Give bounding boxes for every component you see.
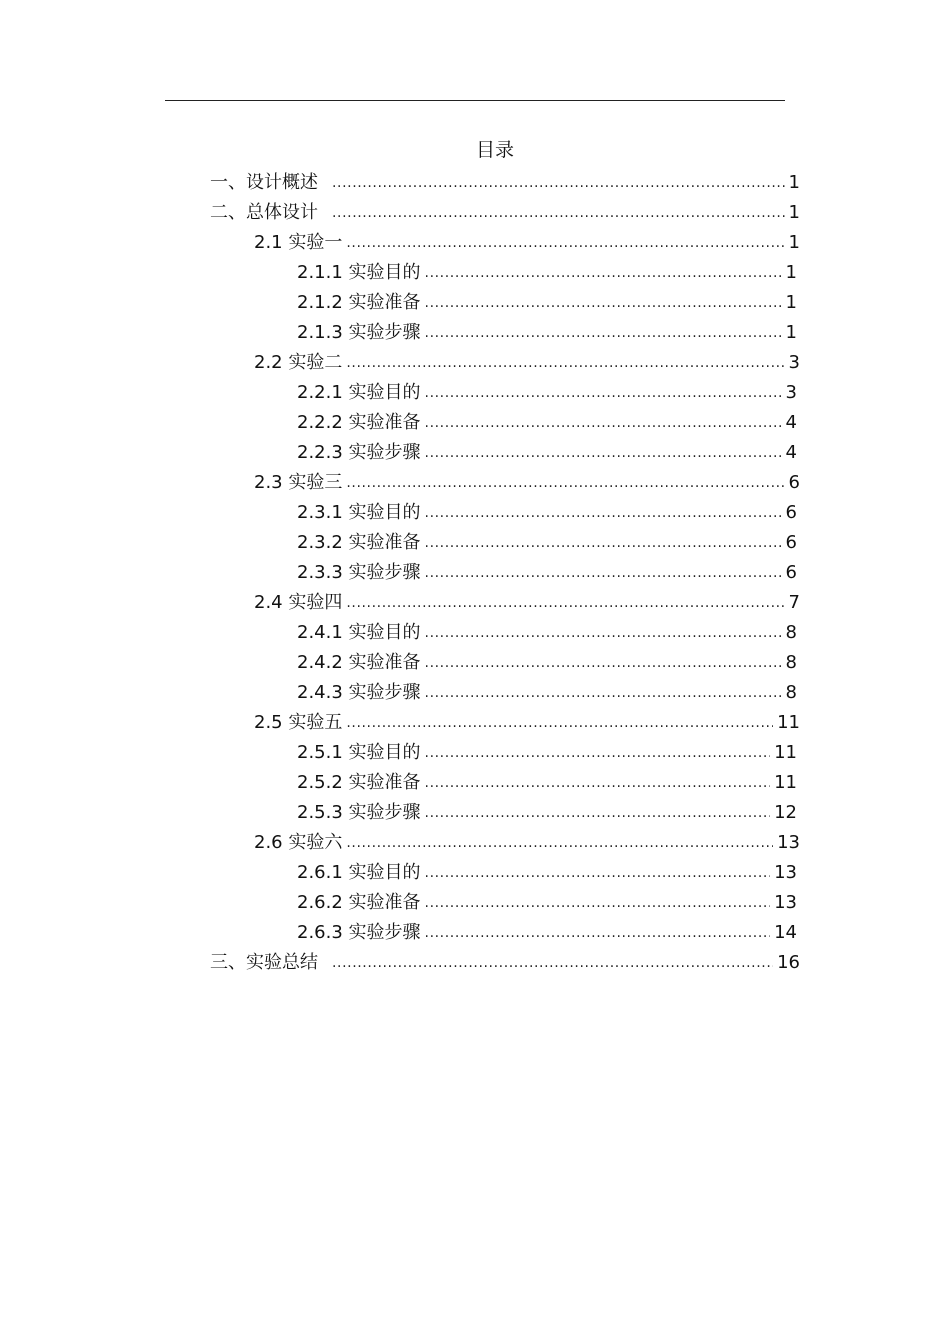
toc-entry[interactable] [297,885,797,915]
toc-dot-leader [425,413,782,433]
toc-entry-page-number: 11 [774,742,797,763]
toc-entry-page-number: 7 [788,592,800,613]
toc-entry-page-number: 1 [785,292,797,313]
toc-entry-page-number: 1 [785,262,797,283]
toc-entry-label: 2.3.3 实验步骤 [297,562,421,583]
toc-title: 目录 [475,139,514,161]
toc-entry[interactable] [254,705,800,735]
toc-entry-page-number: 13 [774,862,797,883]
toc-entry-label: 二、总体设计 [210,202,318,223]
toc-entry-page-number: 3 [785,382,797,403]
toc-dot-leader [425,383,782,403]
toc-entry[interactable] [254,825,800,855]
toc-dot-leader [425,263,782,283]
toc-dot-leader [425,503,782,523]
toc-entry[interactable] [297,855,797,885]
toc-entry-page-number: 13 [774,892,797,913]
toc-entry[interactable] [254,345,800,375]
toc-entry-label: 2.1 实验一 [254,232,343,253]
toc-dot-leader [425,893,771,913]
toc-entry[interactable] [297,405,797,435]
toc-entry[interactable] [254,225,800,255]
toc-entry-page-number: 4 [785,442,797,463]
toc-dot-leader [425,293,782,313]
toc-dot-leader [346,353,784,373]
toc-entry-label: 2.1.1 实验目的 [297,262,421,283]
toc-entry-page-number: 6 [788,472,800,493]
toc-dot-leader [425,323,782,343]
toc-entry[interactable] [297,765,797,795]
toc-entry-page-number: 4 [785,412,797,433]
toc-entry-page-number: 3 [788,352,800,373]
header-rule [165,100,785,101]
toc-entry-page-number: 8 [785,622,797,643]
toc-entry-label: 2.3.2 实验准备 [297,532,421,553]
toc-dot-leader [425,773,771,793]
toc-entry-page-number: 13 [777,832,800,853]
toc-entry[interactable] [297,675,797,705]
toc-entry[interactable] [297,495,797,525]
toc-entry-label: 2.4.1 实验目的 [297,622,421,643]
toc-entry[interactable] [297,795,797,825]
toc-entry-label: 2.4 实验四 [254,592,343,613]
toc-dot-leader [425,803,771,823]
toc-entry-label: 2.6.1 实验目的 [297,862,421,883]
toc-entry-page-number: 1 [788,202,800,223]
toc-dot-leader [332,203,785,223]
toc-entry-page-number: 11 [774,772,797,793]
toc-dot-leader [346,233,784,253]
toc-entry[interactable] [297,285,797,315]
toc-entry-label: 2.5.1 实验目的 [297,742,421,763]
toc-entry[interactable] [297,525,797,555]
toc-entry[interactable] [210,945,800,975]
toc-dot-leader [425,683,782,703]
toc-dot-leader [332,173,785,193]
toc-dot-leader [346,833,773,853]
toc-entry-page-number: 8 [785,682,797,703]
toc-dot-leader [425,863,771,883]
toc-entry[interactable] [297,645,797,675]
toc-dot-leader [425,653,782,673]
toc-entry-page-number: 11 [777,712,800,733]
toc-entry-page-number: 16 [777,952,800,973]
toc-entry[interactable] [210,165,800,195]
toc-entry-page-number: 12 [774,802,797,823]
toc-entry-page-number: 8 [785,652,797,673]
toc-entry-label: 2.3 实验三 [254,472,343,493]
toc-entry[interactable] [297,735,797,765]
toc-dot-leader [425,443,782,463]
toc-entry[interactable] [254,465,800,495]
toc-entry[interactable] [254,585,800,615]
toc-entry-label: 2.5 实验五 [254,712,343,733]
toc-entry-label: 2.5.2 实验准备 [297,772,421,793]
toc-dot-leader [332,953,773,973]
toc-entry-label: 2.6 实验六 [254,832,343,853]
toc-dot-leader [346,713,773,733]
toc-entry-label: 2.1.2 实验准备 [297,292,421,313]
toc-entry-label: 2.2.1 实验目的 [297,382,421,403]
toc-entry[interactable] [297,375,797,405]
toc-entry[interactable] [297,315,797,345]
toc-entry-label: 2.2 实验二 [254,352,343,373]
toc-entry[interactable] [297,615,797,645]
toc-dot-leader [346,593,784,613]
toc-entry-page-number: 6 [785,502,797,523]
toc-entry-page-number: 1 [785,322,797,343]
toc-dot-leader [425,923,771,943]
toc-entry-label: 2.1.3 实验步骤 [297,322,421,343]
toc-entry-label: 2.5.3 实验步骤 [297,802,421,823]
toc-entry[interactable] [297,255,797,285]
toc-entry-label: 一、设计概述 [210,172,318,193]
toc-entry-label: 2.4.2 实验准备 [297,652,421,673]
toc-entry-page-number: 6 [785,532,797,553]
toc-dot-leader [425,533,782,553]
toc-entry-label: 2.2.2 实验准备 [297,412,421,433]
toc-entry-page-number: 1 [788,172,800,193]
toc-entry-page-number: 14 [774,922,797,943]
toc-entry[interactable] [297,915,797,945]
toc-entry[interactable] [210,195,800,225]
toc-entry-page-number: 6 [785,562,797,583]
toc-dot-leader [425,563,782,583]
toc-entry[interactable] [297,435,797,465]
toc-entry[interactable] [297,555,797,585]
toc-dot-leader [425,623,782,643]
toc-entry-label: 2.3.1 实验目的 [297,502,421,523]
toc-entry-label: 2.6.2 实验准备 [297,892,421,913]
toc-dot-leader [425,743,771,763]
toc-entry-label: 三、实验总结 [210,952,318,973]
toc-dot-leader [346,473,784,493]
toc-entry-label: 2.6.3 实验步骤 [297,922,421,943]
toc-entry-label: 2.4.3 实验步骤 [297,682,421,703]
toc-entry-page-number: 1 [788,232,800,253]
toc-entry-label: 2.2.3 实验步骤 [297,442,421,463]
